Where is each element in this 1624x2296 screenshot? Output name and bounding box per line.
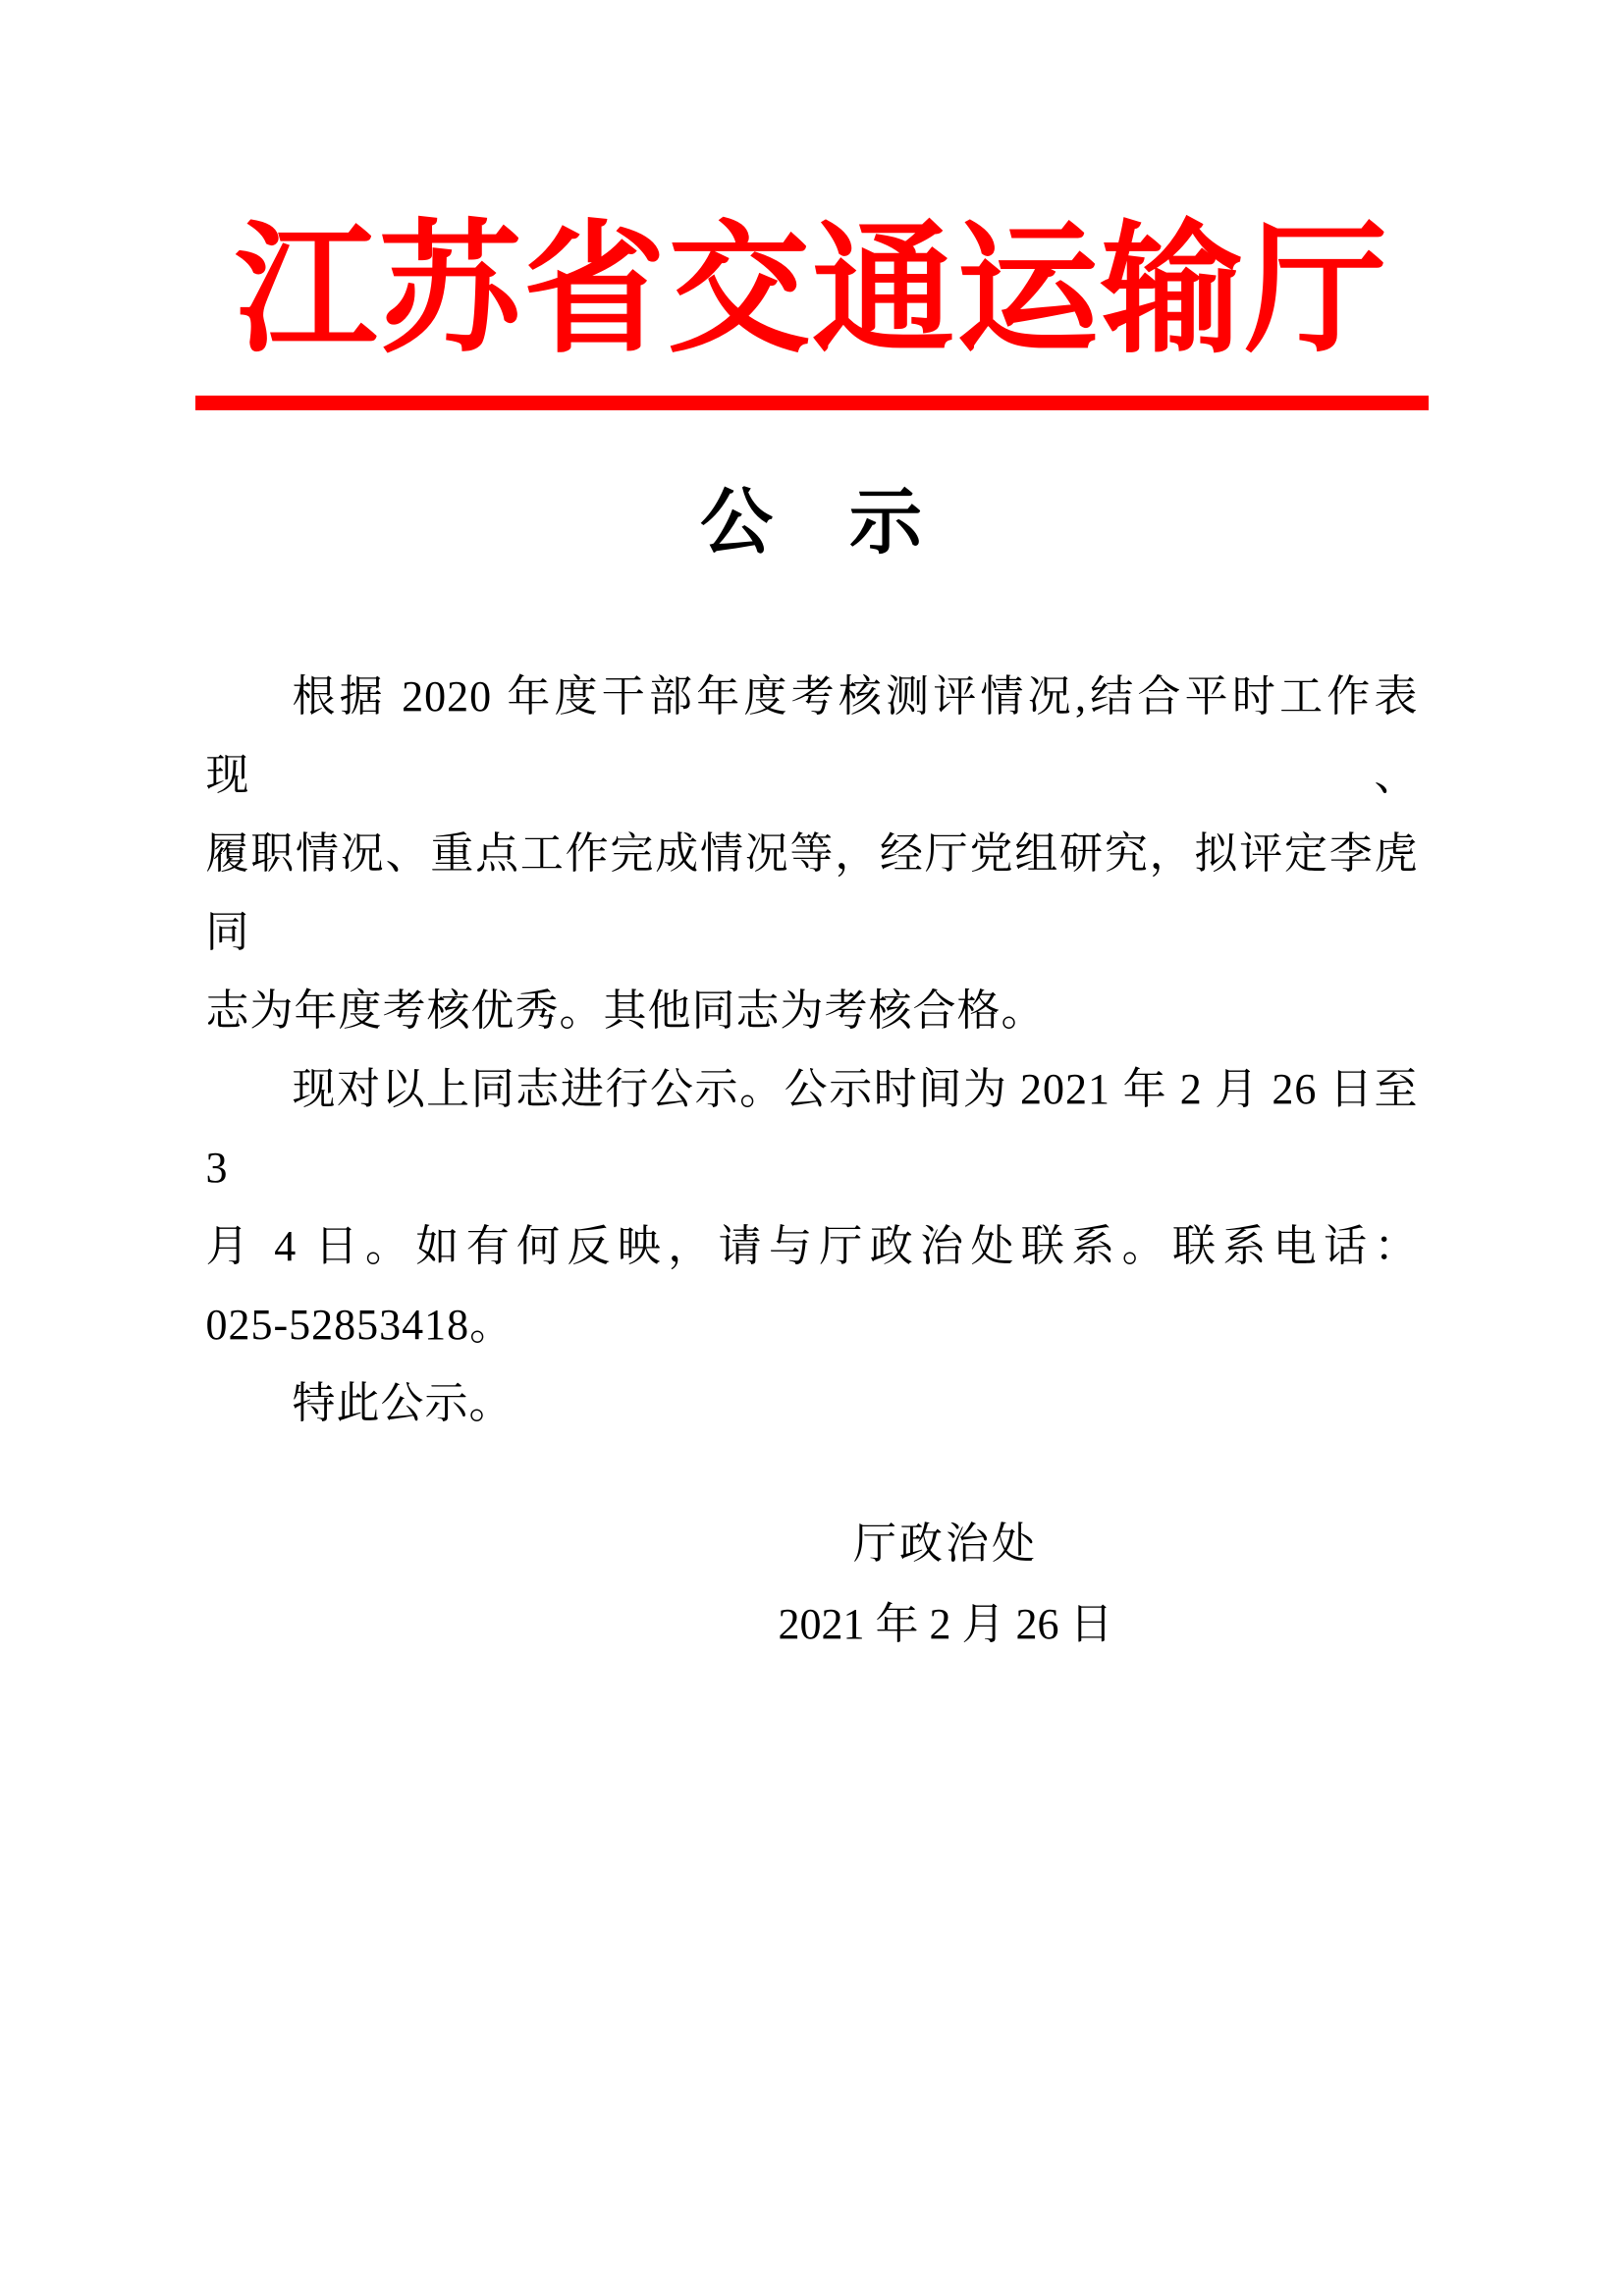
body-line-3: 志为年度考核优秀。其他同志为考核合格。: [205, 987, 1046, 1035]
signature-date: 2021 年 2 月 26 日: [778, 1600, 1113, 1648]
signature-block: [73, 1504, 1552, 1665]
body-line-1: 根据 2020 年度干部年度考核测评情况,结合平时工作表现、: [205, 672, 1419, 799]
body-line-7-closing: 特此公示。: [292, 1379, 514, 1427]
body-line-2: 履职情况、重点工作完成情况等，经厅党组研究，拟评定李虎同: [205, 829, 1419, 956]
letterhead-org-title: 江苏省交通运输厅: [235, 213, 1389, 370]
signature-department: 厅政治处: [853, 1520, 1038, 1568]
letterhead-divider-rule: [195, 396, 1429, 410]
document-title: 公 示: [700, 483, 924, 563]
body-line-6-phone: 025-52853418。: [205, 1301, 514, 1349]
letterhead: [0, 213, 1624, 410]
body-line-5: 月 4 日。如有何反映，请与厅政治处联系。联系电话：: [205, 1222, 1419, 1270]
notice-body: [206, 658, 1419, 1443]
body-line-4: 现对以上同志进行公示。公示时间为 2021 年 2 月 26 日至 3: [205, 1065, 1419, 1192]
